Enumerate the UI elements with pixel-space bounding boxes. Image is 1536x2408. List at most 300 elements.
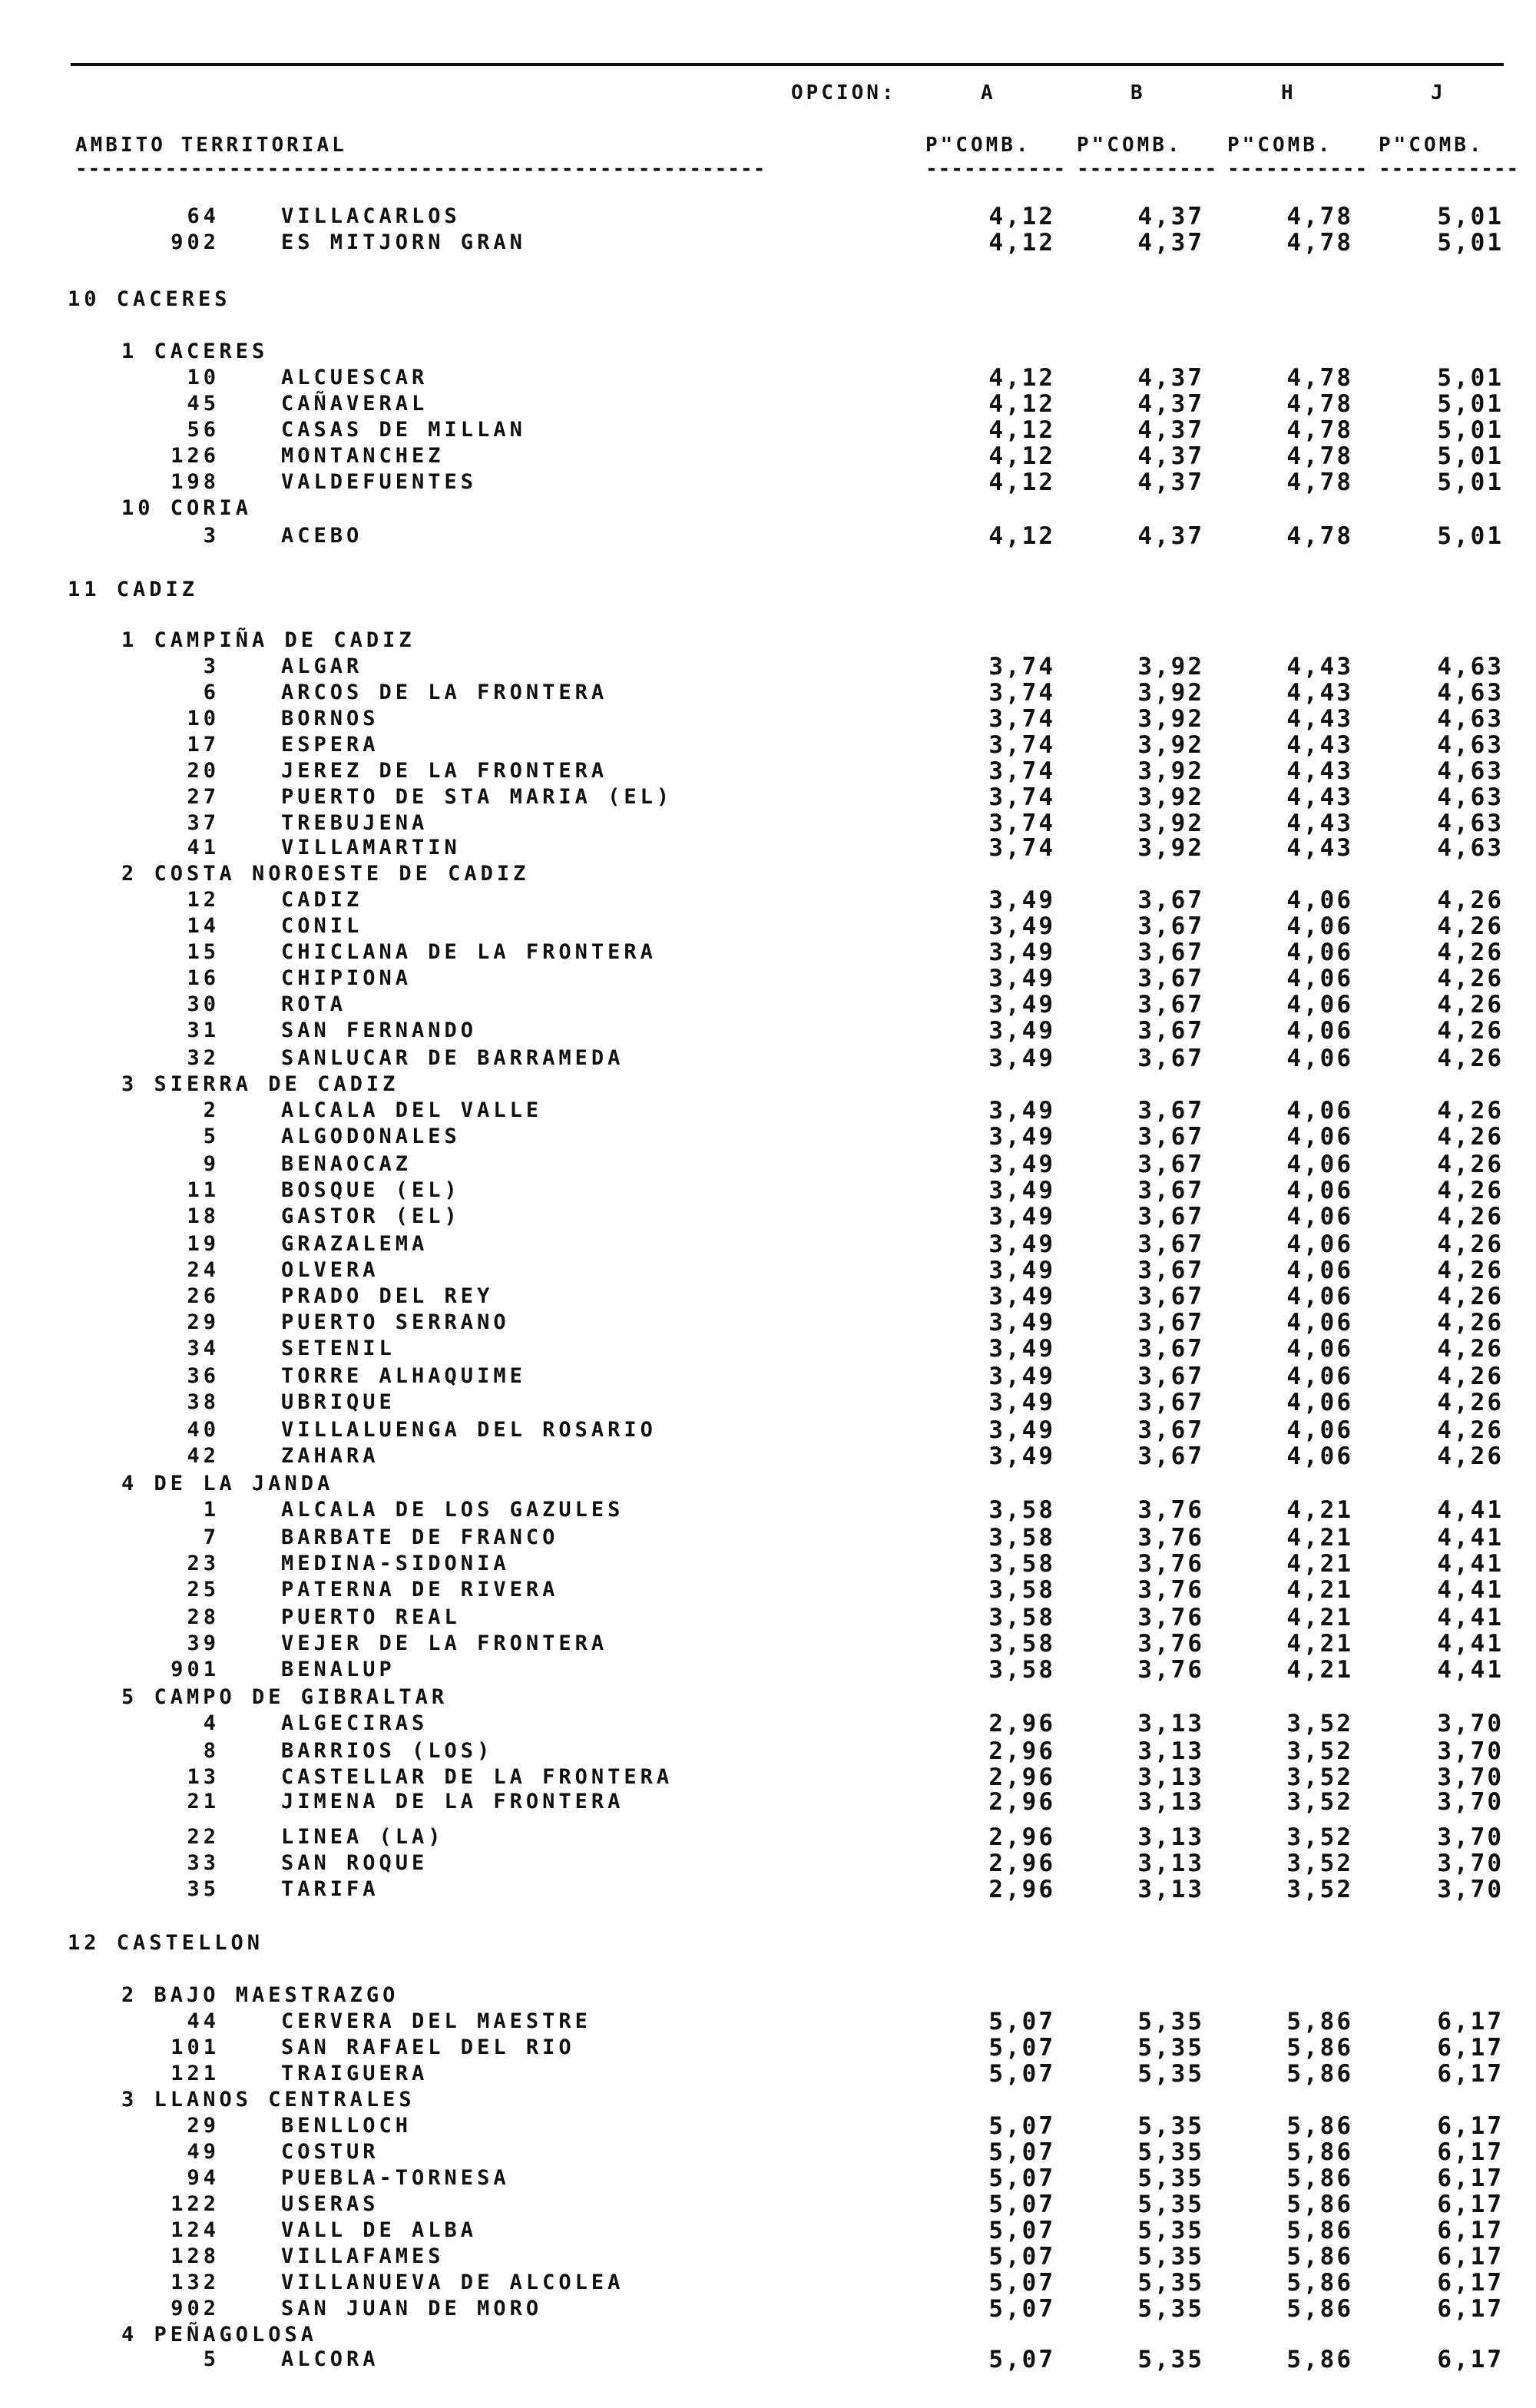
value-a: 3,58 — [988, 1630, 1055, 1658]
municipality-code: 20 — [187, 759, 220, 783]
value-h: 4,06 — [1286, 1045, 1353, 1072]
municipality-name: BENALUP — [281, 1658, 396, 1681]
value-b: 3,67 — [1137, 1363, 1204, 1390]
municipality-name: TORRE ALHAQUIME — [281, 1364, 526, 1388]
municipality-code: 56 — [187, 418, 220, 442]
value-j: 5,01 — [1437, 364, 1504, 392]
municipality-code: 12 — [187, 888, 220, 912]
top-rule — [71, 63, 1504, 66]
municipality-code: 39 — [187, 1631, 220, 1655]
value-h: 3,52 — [1286, 1823, 1353, 1851]
value-h: 4,06 — [1286, 913, 1353, 940]
municipality-code: 35 — [187, 1877, 220, 1901]
municipality-code: 101 — [170, 2035, 220, 2059]
municipality-name: ZAHARA — [281, 1444, 379, 1468]
value-j: 4,26 — [1437, 1389, 1504, 1416]
municipality-name: CERVERA DEL MAESTRE — [281, 2009, 591, 2033]
value-h: 4,21 — [1286, 1576, 1353, 1604]
value-j: 3,70 — [1437, 1737, 1504, 1765]
municipality-name: BOSQUE (EL) — [281, 1178, 461, 1202]
municipality-code: 3 — [203, 654, 220, 678]
value-h: 4,43 — [1286, 834, 1353, 862]
value-b: 3,76 — [1137, 1656, 1204, 1684]
value-b: 3,76 — [1137, 1496, 1204, 1524]
municipality-code: 7 — [203, 1525, 220, 1549]
value-b: 5,35 — [1137, 2008, 1204, 2035]
value-b: 5,35 — [1137, 2217, 1204, 2244]
value-a: 3,49 — [988, 1442, 1055, 1470]
municipality-code: 132 — [170, 2271, 220, 2294]
value-a: 5,07 — [988, 2295, 1055, 2323]
value-a: 4,12 — [988, 203, 1055, 230]
value-b: 3,67 — [1137, 991, 1204, 1019]
value-j: 4,26 — [1437, 1442, 1504, 1470]
comarca-heading: 10 CORIA — [121, 496, 253, 520]
value-a: 3,58 — [988, 1550, 1055, 1578]
value-b: 3,13 — [1137, 1710, 1204, 1737]
value-h: 5,86 — [1286, 2165, 1353, 2192]
value-h: 4,78 — [1286, 390, 1353, 418]
municipality-name: GRAZALEMA — [281, 1232, 429, 1256]
municipality-code: 13 — [187, 1765, 220, 1789]
value-b: 5,35 — [1137, 2346, 1204, 2373]
value-b: 5,35 — [1137, 2060, 1204, 2088]
municipality-code: 29 — [187, 2114, 220, 2138]
value-b: 3,67 — [1137, 1203, 1204, 1230]
value-j: 4,26 — [1437, 1230, 1504, 1258]
value-b: 3,13 — [1137, 1823, 1204, 1851]
value-h: 4,21 — [1286, 1550, 1353, 1578]
municipality-name: SAN JUAN DE MORO — [281, 2297, 543, 2320]
value-a: 3,49 — [988, 991, 1055, 1019]
value-b: 3,67 — [1137, 1045, 1204, 1072]
municipality-name: PUERTO REAL — [281, 1605, 461, 1629]
value-b: 4,37 — [1137, 203, 1204, 230]
municipality-code: 27 — [187, 785, 220, 809]
value-j: 4,26 — [1437, 1309, 1504, 1336]
value-b: 3,13 — [1137, 1788, 1204, 1816]
value-j: 4,63 — [1437, 705, 1504, 733]
value-b: 4,37 — [1137, 469, 1204, 496]
value-b: 3,67 — [1137, 1283, 1204, 1310]
value-a: 5,07 — [988, 2060, 1055, 2088]
value-h: 4,06 — [1286, 965, 1353, 992]
value-b: 3,67 — [1137, 1177, 1204, 1204]
value-b: 4,37 — [1137, 390, 1204, 418]
value-b: 3,92 — [1137, 757, 1204, 785]
value-h: 4,43 — [1286, 679, 1353, 707]
municipality-name: VILLACARLOS — [281, 204, 461, 228]
value-b: 3,92 — [1137, 705, 1204, 733]
municipality-code: 41 — [187, 836, 220, 860]
value-a: 5,07 — [988, 2112, 1055, 2140]
municipality-code: 6 — [203, 681, 220, 704]
value-h: 5,86 — [1286, 2269, 1353, 2297]
value-a: 3,49 — [988, 1257, 1055, 1284]
value-h: 5,86 — [1286, 2346, 1353, 2373]
municipality-name: JEREZ DE LA FRONTERA — [281, 759, 608, 783]
value-h: 4,06 — [1286, 1283, 1353, 1310]
value-h: 5,86 — [1286, 2217, 1353, 2244]
municipality-name: SAN RAFAEL DEL RIO — [281, 2035, 575, 2059]
municipality-code: 11 — [187, 1178, 220, 1202]
comarca-heading: 4 PEÑAGOLOSA — [121, 2323, 318, 2347]
value-a: 3,49 — [988, 913, 1055, 940]
value-a: 3,58 — [988, 1576, 1055, 1604]
value-a: 3,49 — [988, 939, 1055, 966]
province-heading: 12 CASTELLON — [68, 1931, 264, 1955]
value-b: 3,67 — [1137, 1389, 1204, 1416]
value-h: 3,52 — [1286, 1788, 1353, 1816]
value-h: 4,06 — [1286, 1309, 1353, 1336]
province-heading: 10 CACERES — [68, 287, 231, 311]
value-a: 3,49 — [988, 965, 1055, 992]
municipality-name: ALCUESCAR — [281, 366, 429, 389]
value-b: 3,76 — [1137, 1524, 1204, 1552]
value-j: 5,01 — [1437, 469, 1504, 496]
value-a: 3,74 — [988, 679, 1055, 707]
col-header-b: P"COMB. — [1077, 134, 1183, 157]
value-a: 4,12 — [988, 364, 1055, 392]
value-a: 4,12 — [988, 390, 1055, 418]
municipality-name: ES MITJORN GRAN — [281, 230, 526, 254]
value-b: 3,13 — [1137, 1737, 1204, 1765]
municipality-name: VILLAFAMES — [281, 2244, 445, 2268]
header-underline-ambito: ------------------------------------------------------ — [75, 157, 766, 181]
value-b: 5,35 — [1137, 2243, 1204, 2271]
value-a: 5,07 — [988, 2034, 1055, 2062]
option-j: J — [1431, 81, 1446, 104]
value-j: 6,17 — [1437, 2165, 1504, 2192]
municipality-code: 121 — [170, 2062, 220, 2085]
municipality-code: 9 — [203, 1152, 220, 1176]
value-h: 4,21 — [1286, 1496, 1353, 1524]
municipality-name: PUEBLA-TORNESA — [281, 2166, 510, 2190]
value-b: 4,37 — [1137, 442, 1204, 470]
value-h: 4,06 — [1286, 1203, 1353, 1230]
header-underline-h: ----------- — [1227, 157, 1369, 181]
option-h: H — [1281, 81, 1296, 104]
value-h: 4,06 — [1286, 1177, 1353, 1204]
value-j: 4,41 — [1437, 1656, 1504, 1684]
value-b: 3,67 — [1137, 1230, 1204, 1258]
header-underline-b: ----------- — [1077, 157, 1218, 181]
value-j: 4,26 — [1437, 1177, 1504, 1204]
value-h: 4,06 — [1286, 1389, 1353, 1416]
municipality-name: SETENIL — [281, 1336, 396, 1360]
value-j: 4,63 — [1437, 810, 1504, 837]
municipality-name: BARRIOS (LOS) — [281, 1739, 494, 1763]
value-b: 3,13 — [1137, 1876, 1204, 1903]
municipality-name: JIMENA DE LA FRONTERA — [281, 1790, 624, 1813]
value-a: 5,07 — [988, 2346, 1055, 2373]
value-h: 4,06 — [1286, 1151, 1353, 1178]
value-j: 6,17 — [1437, 2217, 1504, 2244]
municipality-code: 44 — [187, 2009, 220, 2033]
value-h: 4,21 — [1286, 1604, 1353, 1631]
municipality-name: CASTELLAR DE LA FRONTERA — [281, 1765, 674, 1789]
municipality-code: 21 — [187, 1790, 220, 1813]
municipality-name: TARIFA — [281, 1877, 379, 1901]
comarca-heading: 2 COSTA NOROESTE DE CADIZ — [121, 862, 530, 886]
municipality-code: 124 — [170, 2218, 220, 2242]
municipality-name: VILLALUENGA DEL ROSARIO — [281, 1418, 657, 1442]
comarca-heading: 2 BAJO MAESTRAZGO — [121, 1983, 399, 2007]
value-b: 3,13 — [1137, 1850, 1204, 1877]
municipality-code: 49 — [187, 2140, 220, 2164]
value-a: 4,12 — [988, 229, 1055, 257]
value-j: 4,26 — [1437, 1257, 1504, 1284]
municipality-name: PATERNA DE RIVERA — [281, 1578, 559, 1601]
value-j: 4,26 — [1437, 1203, 1504, 1230]
value-h: 5,86 — [1286, 2112, 1353, 2140]
municipality-name: OLVERA — [281, 1258, 379, 1282]
value-j: 5,01 — [1437, 522, 1504, 550]
comarca-heading: 1 CAMPIÑA DE CADIZ — [121, 628, 415, 652]
value-h: 4,21 — [1286, 1656, 1353, 1684]
value-j: 4,41 — [1437, 1550, 1504, 1578]
value-a: 2,96 — [988, 1823, 1055, 1851]
municipality-name: VILLANUEVA DE ALCOLEA — [281, 2271, 624, 2294]
value-h: 3,52 — [1286, 1764, 1353, 1791]
value-a: 3,49 — [988, 1151, 1055, 1178]
municipality-name: MEDINA-SIDONIA — [281, 1552, 510, 1575]
municipality-code: 29 — [187, 1310, 220, 1334]
value-a: 3,49 — [988, 1389, 1055, 1416]
value-b: 3,67 — [1137, 886, 1204, 914]
municipality-code: 5 — [203, 2347, 220, 2371]
value-b: 3,76 — [1137, 1550, 1204, 1578]
col-header-a: P"COMB. — [925, 134, 1031, 157]
value-a: 4,12 — [988, 469, 1055, 496]
municipality-code: 42 — [187, 1444, 220, 1468]
municipality-name: SANLUCAR DE BARRAMEDA — [281, 1046, 624, 1070]
value-a: 5,07 — [988, 2217, 1055, 2244]
municipality-code: 901 — [170, 1658, 220, 1681]
comarca-heading: 4 DE LA JANDA — [121, 1472, 334, 1495]
value-j: 5,01 — [1437, 203, 1504, 230]
municipality-code: 36 — [187, 1364, 220, 1388]
col-header-h: P"COMB. — [1227, 134, 1333, 157]
municipality-code: 2 — [203, 1098, 220, 1122]
value-a: 5,07 — [988, 2008, 1055, 2035]
value-b: 3,92 — [1137, 810, 1204, 837]
value-a: 5,07 — [988, 2138, 1055, 2166]
municipality-name: CADIZ — [281, 888, 363, 912]
municipality-name: LINEA (LA) — [281, 1825, 445, 1849]
value-a: 4,12 — [988, 442, 1055, 470]
municipality-name: BENAOCAZ — [281, 1152, 412, 1176]
value-j: 4,26 — [1437, 1097, 1504, 1125]
municipality-name: VEJER DE LA FRONTERA — [281, 1631, 608, 1655]
value-a: 3,58 — [988, 1496, 1055, 1524]
municipality-name: CAÑAVERAL — [281, 392, 429, 416]
value-a: 3,58 — [988, 1604, 1055, 1631]
value-j: 4,26 — [1437, 1363, 1504, 1390]
value-j: 4,26 — [1437, 939, 1504, 966]
comarca-heading: 3 SIERRA DE CADIZ — [121, 1072, 399, 1096]
value-j: 4,26 — [1437, 913, 1504, 940]
value-a: 3,49 — [988, 886, 1055, 914]
value-a: 2,96 — [988, 1710, 1055, 1737]
value-j: 4,26 — [1437, 1123, 1504, 1151]
comarca-heading: 3 LLANOS CENTRALES — [121, 2088, 415, 2112]
value-a: 2,96 — [988, 1737, 1055, 1765]
comarca-heading: 5 CAMPO DE GIBRALTAR — [121, 1685, 449, 1709]
municipality-code: 3 — [203, 524, 220, 548]
value-b: 3,67 — [1137, 1097, 1204, 1125]
value-b: 3,76 — [1137, 1604, 1204, 1631]
value-j: 4,63 — [1437, 679, 1504, 707]
value-j: 5,01 — [1437, 229, 1504, 257]
value-h: 4,78 — [1286, 229, 1353, 257]
value-a: 3,74 — [988, 783, 1055, 811]
value-h: 5,86 — [1286, 2138, 1353, 2166]
municipality-code: 4 — [203, 1711, 220, 1735]
value-j: 5,01 — [1437, 416, 1504, 444]
municipality-name: PUERTO SERRANO — [281, 1310, 510, 1334]
value-j: 4,26 — [1437, 1045, 1504, 1072]
value-b: 3,76 — [1137, 1576, 1204, 1604]
value-b: 3,67 — [1137, 1257, 1204, 1284]
municipality-name: VALDEFUENTES — [281, 470, 478, 494]
municipality-name: PUERTO DE STA MARIA (EL) — [281, 785, 674, 809]
value-j: 4,63 — [1437, 757, 1504, 785]
value-h: 4,78 — [1286, 522, 1353, 550]
value-b: 3,76 — [1137, 1630, 1204, 1658]
value-j: 4,26 — [1437, 991, 1504, 1019]
value-b: 4,37 — [1137, 522, 1204, 550]
value-j: 4,41 — [1437, 1630, 1504, 1658]
municipality-code: 31 — [187, 1019, 220, 1042]
value-h: 4,06 — [1286, 939, 1353, 966]
value-h: 5,86 — [1286, 2060, 1353, 2088]
value-b: 3,67 — [1137, 1151, 1204, 1178]
value-j: 4,26 — [1437, 1416, 1504, 1444]
municipality-name: MONTANCHEZ — [281, 444, 445, 468]
value-a: 3,49 — [988, 1045, 1055, 1072]
municipality-code: 902 — [170, 230, 220, 254]
value-a: 2,96 — [988, 1850, 1055, 1877]
value-a: 3,49 — [988, 1017, 1055, 1045]
municipality-code: 8 — [203, 1739, 220, 1763]
value-a: 3,49 — [988, 1309, 1055, 1336]
value-j: 6,17 — [1437, 2243, 1504, 2271]
value-h: 4,78 — [1286, 442, 1353, 470]
municipality-name: ALGODONALES — [281, 1125, 461, 1148]
value-j: 4,63 — [1437, 834, 1504, 862]
value-b: 5,35 — [1137, 2269, 1204, 2297]
value-h: 3,52 — [1286, 1737, 1353, 1765]
value-h: 5,86 — [1286, 2191, 1353, 2218]
value-a: 5,07 — [988, 2191, 1055, 2218]
municipality-code: 198 — [170, 470, 220, 494]
value-j: 6,17 — [1437, 2138, 1504, 2166]
municipality-code: 122 — [170, 2192, 220, 2216]
municipality-code: 128 — [170, 2244, 220, 2268]
value-a: 3,74 — [988, 653, 1055, 681]
municipality-name: TRAIGUERA — [281, 2062, 429, 2085]
municipality-code: 126 — [170, 444, 220, 468]
value-h: 5,86 — [1286, 2008, 1353, 2035]
municipality-name: ALGAR — [281, 654, 363, 678]
value-j: 4,26 — [1437, 965, 1504, 992]
municipality-code: 64 — [187, 204, 220, 228]
value-j: 4,26 — [1437, 1283, 1504, 1310]
value-h: 4,21 — [1286, 1524, 1353, 1552]
value-b: 3,92 — [1137, 834, 1204, 862]
value-h: 4,06 — [1286, 1097, 1353, 1125]
value-h: 4,43 — [1286, 653, 1353, 681]
value-b: 3,92 — [1137, 679, 1204, 707]
value-a: 2,96 — [988, 1876, 1055, 1903]
municipality-name: BARBATE DE FRANCO — [281, 1525, 559, 1549]
value-h: 4,78 — [1286, 469, 1353, 496]
value-h: 4,06 — [1286, 1363, 1353, 1390]
municipality-code: 5 — [203, 1125, 220, 1148]
value-b: 3,67 — [1137, 939, 1204, 966]
value-h: 4,06 — [1286, 1123, 1353, 1151]
municipality-name: CHICLANA DE LA FRONTERA — [281, 940, 657, 964]
municipality-code: 25 — [187, 1578, 220, 1601]
municipality-name: CHIPIONA — [281, 966, 412, 990]
value-j: 4,41 — [1437, 1604, 1504, 1631]
value-j: 4,41 — [1437, 1524, 1504, 1552]
value-j: 6,17 — [1437, 2295, 1504, 2323]
municipality-name: PRADO DEL REY — [281, 1284, 494, 1308]
value-b: 5,35 — [1137, 2138, 1204, 2166]
municipality-code: 45 — [187, 392, 220, 416]
municipality-code: 15 — [187, 940, 220, 964]
value-b: 3,67 — [1137, 1442, 1204, 1470]
value-h: 4,06 — [1286, 1230, 1353, 1258]
value-a: 3,49 — [988, 1363, 1055, 1390]
municipality-name: ROTA — [281, 992, 347, 1016]
value-b: 4,37 — [1137, 229, 1204, 257]
value-h: 4,21 — [1286, 1630, 1353, 1658]
value-j: 6,17 — [1437, 2346, 1504, 2373]
municipality-code: 34 — [187, 1336, 220, 1360]
value-a: 4,12 — [988, 522, 1055, 550]
value-b: 3,67 — [1137, 1335, 1204, 1363]
value-a: 3,49 — [988, 1097, 1055, 1125]
municipality-name: CASAS DE MILLAN — [281, 418, 526, 442]
value-a: 3,74 — [988, 810, 1055, 837]
value-h: 3,52 — [1286, 1850, 1353, 1877]
municipality-code: 23 — [187, 1552, 220, 1575]
value-j: 4,26 — [1437, 1017, 1504, 1045]
value-h: 4,43 — [1286, 705, 1353, 733]
value-b: 3,67 — [1137, 1017, 1204, 1045]
value-b: 4,37 — [1137, 364, 1204, 392]
value-j: 6,17 — [1437, 2112, 1504, 2140]
value-a: 3,49 — [988, 1416, 1055, 1444]
value-h: 4,06 — [1286, 991, 1353, 1019]
value-h: 4,06 — [1286, 1257, 1353, 1284]
header-underline-j: ----------- — [1379, 157, 1520, 181]
value-a: 3,49 — [988, 1230, 1055, 1258]
value-b: 3,67 — [1137, 1416, 1204, 1444]
value-h: 4,06 — [1286, 1017, 1353, 1045]
value-b: 5,35 — [1137, 2034, 1204, 2062]
value-a: 4,12 — [988, 416, 1055, 444]
value-a: 3,49 — [988, 1123, 1055, 1151]
value-j: 6,17 — [1437, 2060, 1504, 2088]
value-b: 3,67 — [1137, 913, 1204, 940]
value-a: 3,49 — [988, 1203, 1055, 1230]
comarca-heading: 1 CACERES — [121, 340, 269, 363]
value-j: 3,70 — [1437, 1823, 1504, 1851]
